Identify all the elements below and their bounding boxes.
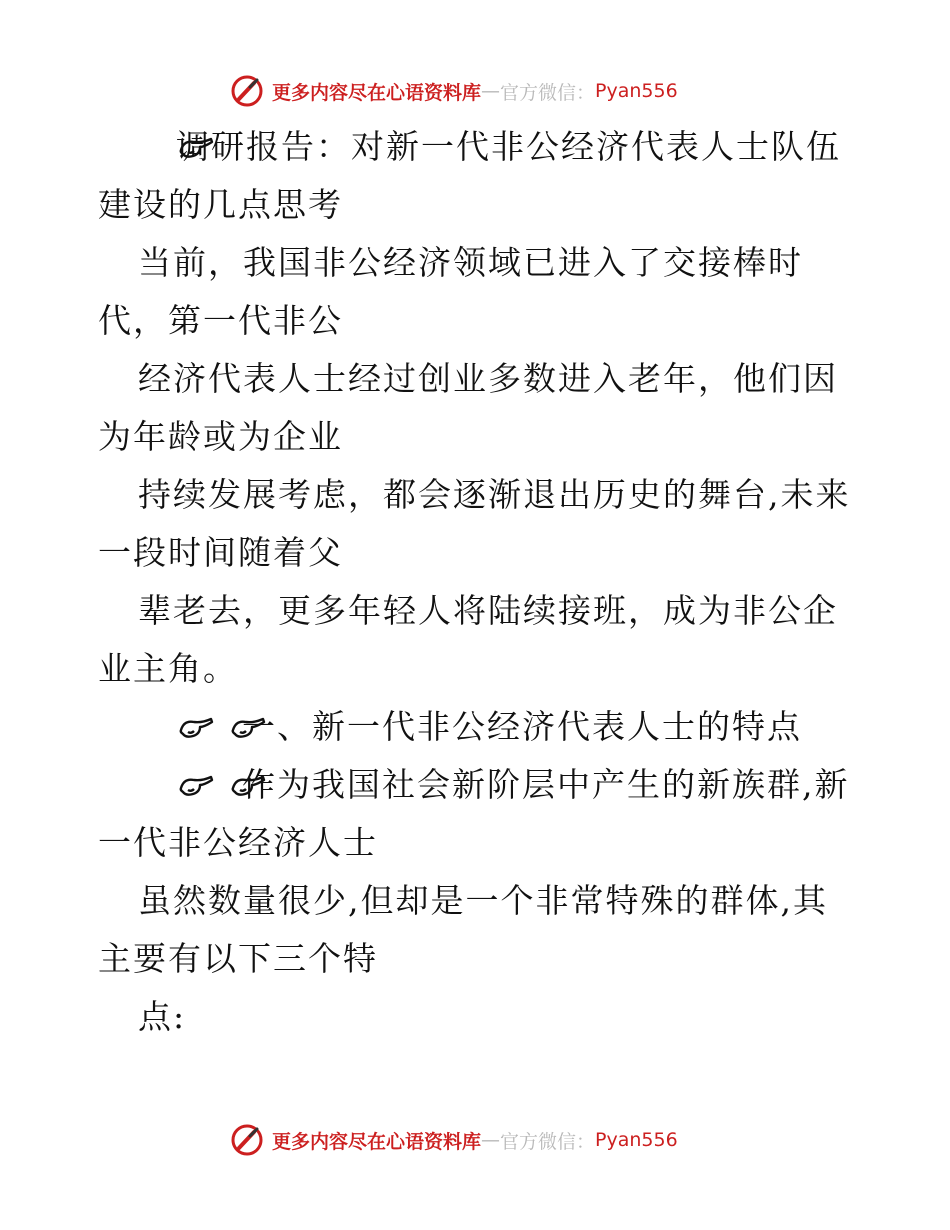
section-paragraph xyxy=(98,756,858,872)
document-title xyxy=(98,118,858,234)
wingding-hand-icon xyxy=(190,702,226,732)
wingding-hand-icon xyxy=(138,760,174,790)
watermark-wechat-label: 官方微信： xyxy=(500,1130,596,1153)
title-text: 调研报告：对新一代非公经济代表人士队伍建设的几点思考 xyxy=(98,127,841,224)
watermark-wechat-id: Pyan556 xyxy=(595,80,678,102)
watermark-red-text: 更多内容尽在心语资料库 xyxy=(272,1130,482,1153)
document-body xyxy=(98,118,858,1046)
brush-logo-icon xyxy=(230,1123,264,1157)
section-paragraph-text: 作为我国社会新阶层中产生的新族群,新一代非公经济人士 xyxy=(98,765,850,862)
brush-logo-icon xyxy=(230,74,264,108)
wingding-hand-icon xyxy=(138,122,174,152)
watermark-red-text: 更多内容尽在心语资料库 xyxy=(272,81,482,104)
paragraph-5: 虽然数量很少,但却是一个非常特殊的群体,其主要有以下三个特 xyxy=(98,881,828,978)
section-heading-text: 一、新一代非公经济代表人士的特点 xyxy=(242,707,802,746)
watermark-wechat-label: 官方微信： xyxy=(500,81,596,104)
paragraph-3: 持续发展考虑，都会逐渐退出历史的舞台,未来一段时间随着父 xyxy=(98,475,851,572)
paragraph-2: 经济代表人士经过创业多数进入老年，他们因为年龄或为企业 xyxy=(98,359,838,456)
watermark-footer xyxy=(230,1120,678,1160)
paragraph-6: 点: xyxy=(138,997,187,1036)
watermark-dash: — xyxy=(481,1129,501,1151)
wingding-hand-icon xyxy=(190,760,226,790)
paragraph-1: 当前，我国非公经济领域已进入了交接棒时代，第一代非公 xyxy=(98,243,803,340)
watermark-dash: — xyxy=(481,80,501,102)
watermark-wechat-id: Pyan556 xyxy=(595,1129,678,1151)
paragraph-4: 辈老去，更多年轻人将陆续接班，成为非公企业主角。 xyxy=(98,591,838,688)
section-heading xyxy=(98,698,858,756)
wingding-hand-icon xyxy=(138,702,174,732)
watermark-header xyxy=(230,71,678,111)
